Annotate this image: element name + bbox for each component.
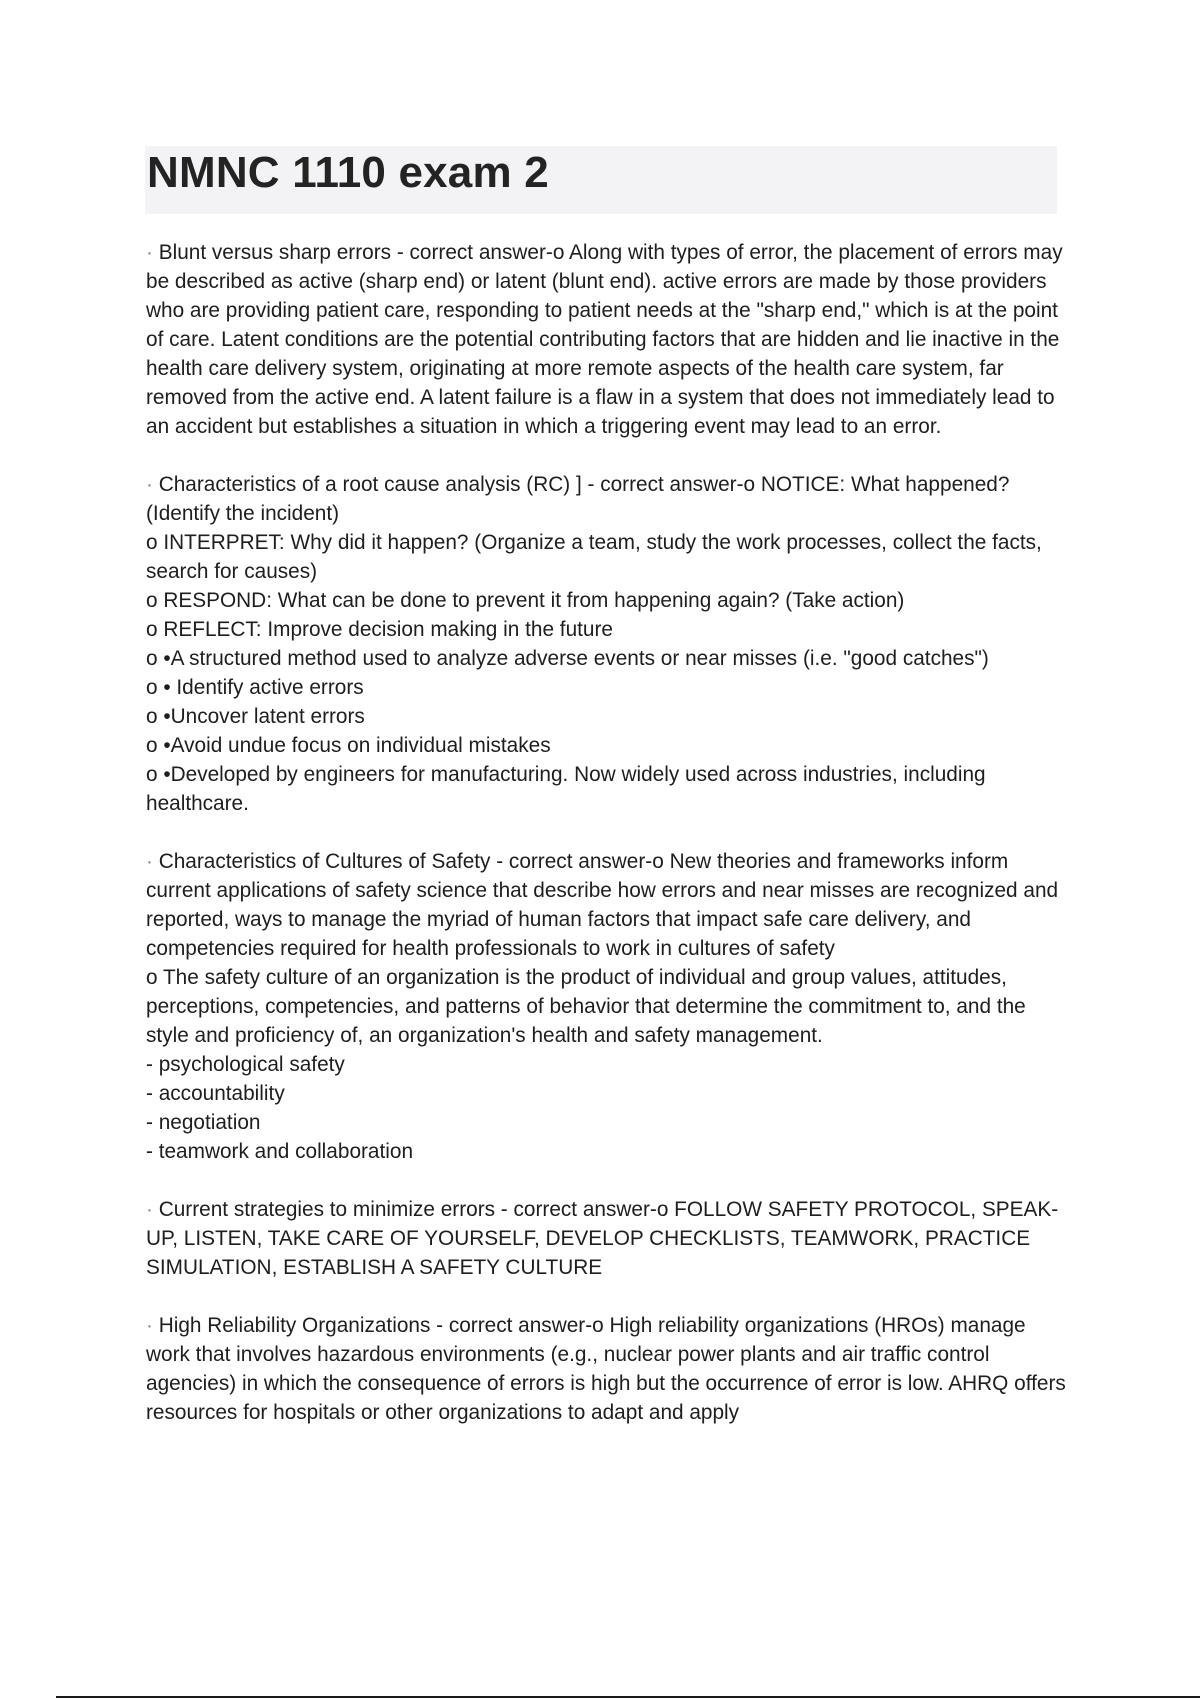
qa-line: o The safety culture of an organization is the product of individual and group values, attitudes, perceptions, competencies, and patterns of behavior that determine the commitment to, and the style and proficiency of, an organization's health and safety management.	[146, 966, 1026, 1047]
footer-divider	[56, 1696, 1200, 1698]
page-title: NMNC 1110 exam 2	[147, 148, 549, 197]
document-body	[146, 238, 1066, 1456]
qa-line: - negotiation	[146, 1111, 261, 1134]
qa-question: · High Reliability Organizations - correct answer-o High reliability organizations (HROs) manage work that involves hazardous environments (e.g., nuclear power plants and air traffic control agencies) in which the consequence of errors is high but the occurrence of error is low. AHRQ offers resources for hospitals or other organizations to adapt and apply	[146, 1314, 1066, 1424]
qa-line: o REFLECT: Improve decision making in the future	[146, 618, 613, 641]
qa-question: · Blunt versus sharp errors - correct answer-o Along with types of error, the placement of errors may be described as active (sharp end) or latent (blunt end). active errors are made by those providers who are providing patient care, responding to patient needs at the "sharp end," which is at the point of care. Latent conditions are the potential contributing factors that are hidden and lie inactive in the health care delivery system, originating at more remote aspects of the health care system, far removed from the active end. A latent failure is a flaw in a system that does not immediately lead to an accident but establishes a situation in which a triggering event may lead to an error.	[146, 241, 1063, 438]
qa-question: · Current strategies to minimize errors - correct answer-o FOLLOW SAFETY PROTOCOL, SPEAK-UP, LISTEN, TAKE CARE OF YOURSELF, DEVELOP CHECKLISTS, TEAMWORK, PRACTICE SIMULATION, ESTABLISH A SAFETY CULTURE	[146, 1198, 1059, 1279]
qa-line: o •Developed by engineers for manufacturing. Now widely used across industries, including healthcare.	[146, 763, 986, 815]
qa-line: - accountability	[146, 1082, 285, 1105]
qa-entry	[146, 847, 1066, 1166]
qa-question: · Characteristics of Cultures of Safety - correct answer-o New theories and frameworks inform current applications of safety science that describe how errors and near misses are recognized and reported, ways to manage the myriad of human factors that impact safe care delivery, and competencies required for health professionals to work in cultures of safety	[146, 850, 1059, 960]
qa-question: · Characteristics of a root cause analysis (RC) ] - correct answer-o NOTICE: What happened? (Identify the incident)	[146, 473, 1010, 525]
qa-line: - psychological safety	[146, 1053, 345, 1076]
qa-line: - teamwork and collaboration	[146, 1140, 414, 1163]
qa-entry	[146, 470, 1066, 818]
qa-line: o • Identify active errors	[146, 676, 364, 699]
bullet-icon: ·	[146, 1314, 153, 1337]
bullet-icon: ·	[146, 1198, 153, 1221]
bullet-icon: ·	[146, 241, 153, 264]
qa-line: o •Uncover latent errors	[146, 705, 365, 728]
qa-entry	[146, 1195, 1066, 1282]
qa-line: o INTERPRET: Why did it happen? (Organize a team, study the work processes, collect the facts, search for causes)	[146, 531, 1042, 583]
qa-line: o RESPOND: What can be done to prevent it from happening again? (Take action)	[146, 589, 905, 612]
bullet-icon: ·	[146, 850, 153, 873]
qa-line: o •A structured method used to analyze adverse events or near misses (i.e. "good catches")	[146, 647, 989, 670]
qa-entry	[146, 1311, 1066, 1427]
qa-entry	[146, 238, 1066, 441]
bullet-icon: ·	[146, 473, 153, 496]
qa-line: o •Avoid undue focus on individual mistakes	[146, 734, 551, 757]
